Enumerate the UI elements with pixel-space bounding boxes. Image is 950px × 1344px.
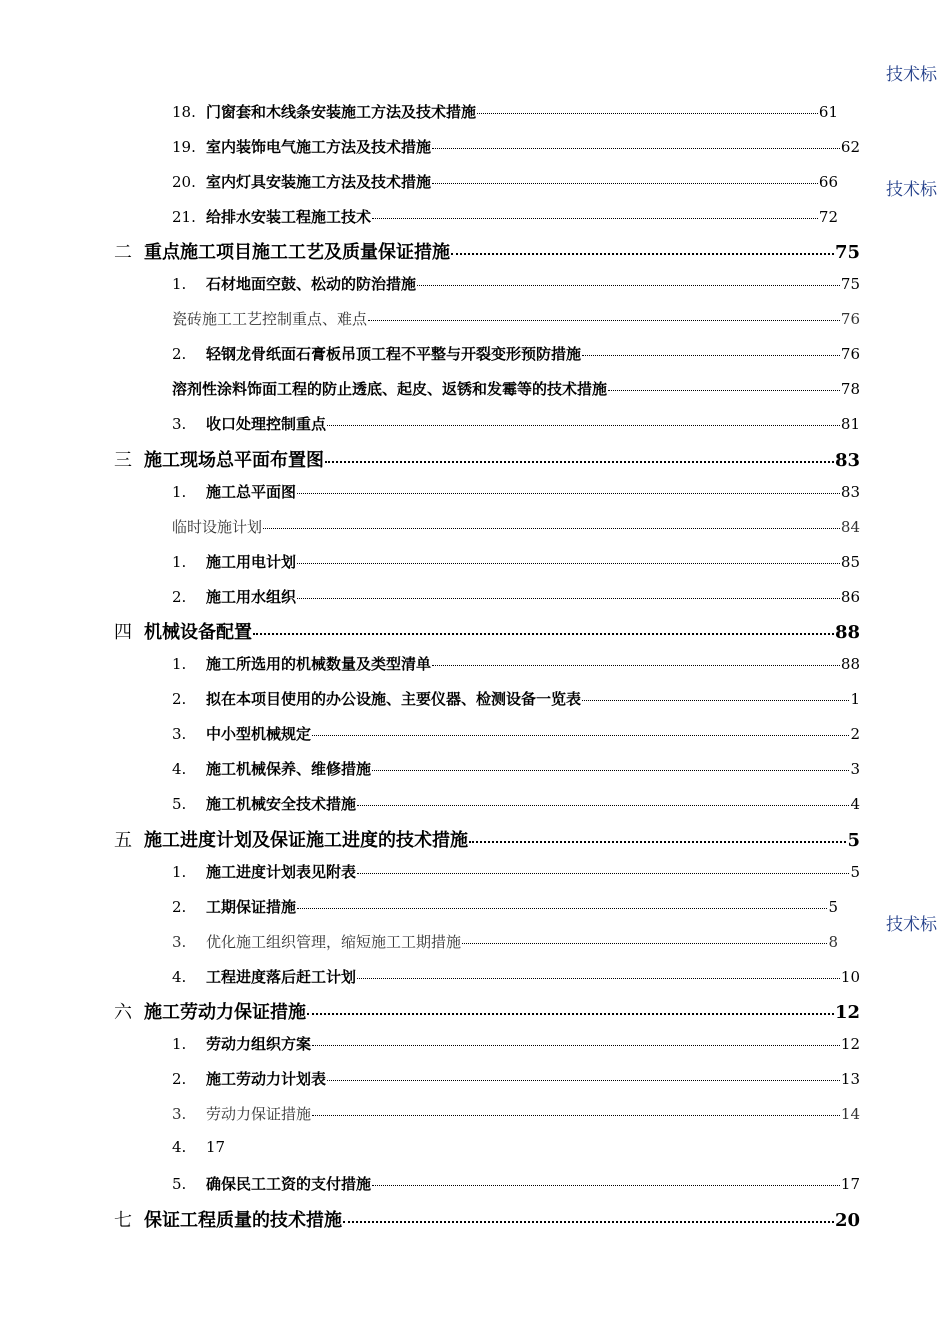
toc-entry-page: 1 (850, 690, 860, 708)
toc-chapter[interactable] (114, 238, 860, 264)
toc-entry-number: 2. (172, 588, 187, 606)
header-mark: 技术标 (886, 65, 937, 85)
toc-entry-number: 2. (172, 898, 187, 916)
toc-entry[interactable] (172, 1033, 860, 1059)
dot-leader (432, 665, 840, 666)
toc-entry-number: 4. (172, 968, 187, 986)
toc-entry[interactable] (172, 723, 860, 749)
toc-entry-number: 1. (172, 1035, 187, 1053)
toc-entry[interactable] (172, 861, 860, 887)
toc-entry-page: 3 (850, 760, 860, 778)
toc-entry-page: 5 (850, 863, 860, 881)
toc-entry[interactable] (172, 206, 838, 232)
toc-entry-title: 溶剂性涂料饰面工程的防止透底、起皮、返锈和发霉等的技术措施 (172, 380, 608, 398)
dot-leader (372, 770, 849, 771)
toc-entry-title: 施工用电计划 (206, 553, 297, 571)
dot-leader (432, 148, 840, 149)
toc-chapter-title: 机械设备配置 (144, 622, 252, 643)
dot-leader (451, 253, 834, 255)
toc-chapter[interactable] (114, 998, 860, 1024)
toc-entry-title: 施工所选用的机械数量及类型清单 (206, 655, 432, 673)
dot-leader (608, 390, 840, 391)
dot-leader (582, 700, 849, 701)
toc-entry[interactable] (172, 343, 860, 369)
dot-leader (432, 183, 818, 184)
toc-entry[interactable] (172, 516, 860, 542)
dot-leader (327, 1080, 840, 1081)
toc-entry[interactable] (172, 413, 860, 439)
dot-leader (582, 355, 840, 356)
toc-entry-number: 4. (172, 760, 187, 778)
toc-chapter-title: 施工劳动力保证措施 (144, 1002, 306, 1023)
toc-entry-number: 1. (172, 655, 187, 673)
toc-entry-title: 给排水安装工程施工技术 (206, 208, 372, 226)
dot-leader (372, 218, 818, 219)
toc-entry-page: 13 (840, 1070, 860, 1088)
toc-chapter-number: 三 (114, 450, 132, 471)
dot-leader (357, 873, 849, 874)
toc-entry-page: 12 (840, 1035, 860, 1053)
toc-entry-title: 施工机械安全技术措施 (206, 795, 357, 813)
dot-leader (253, 633, 834, 635)
toc-chapter-number: 六 (114, 1002, 132, 1023)
toc-entry[interactable] (172, 653, 860, 679)
toc-chapter-page: 12 (834, 1002, 860, 1023)
dot-leader (357, 805, 849, 806)
toc-entry[interactable] (172, 793, 860, 819)
toc-entry-number: 3. (172, 1105, 187, 1123)
toc-entry[interactable] (172, 896, 838, 922)
toc-chapter-page: 83 (834, 450, 860, 471)
toc-chapter-title: 施工现场总平面布置图 (144, 450, 324, 471)
toc-entry-number: 3. (172, 933, 187, 951)
toc-chapter-number: 五 (114, 830, 132, 851)
toc-entry[interactable] (172, 308, 860, 334)
toc-chapter-page: 75 (834, 242, 860, 263)
dot-leader (357, 978, 840, 979)
toc-chapter[interactable] (114, 446, 860, 472)
dot-leader (297, 493, 840, 494)
toc-chapter-page: 20 (834, 1210, 860, 1231)
toc-entry-page: 5 (828, 898, 838, 916)
toc-entry-title: 室内装饰电气施工方法及技术措施 (206, 138, 432, 156)
toc-entry-title: 施工进度计划表见附表 (206, 863, 357, 881)
toc-entry[interactable] (172, 966, 860, 992)
toc-chapter-number: 二 (114, 242, 132, 263)
toc-entry-number: 20. (172, 173, 196, 191)
toc-entry-number: 21. (172, 208, 196, 226)
toc-entry[interactable] (172, 171, 838, 197)
toc-entry-title: 室内灯具安装施工方法及技术措施 (206, 173, 432, 191)
dot-leader (343, 1221, 834, 1223)
toc-entry-page: 76 (840, 345, 860, 363)
toc-entry-title: 中小型机械规定 (206, 725, 312, 743)
dot-leader (297, 598, 840, 599)
header-mark: 技术标 (886, 915, 937, 935)
toc-entry-number: 2. (172, 345, 187, 363)
toc-chapter[interactable] (114, 1206, 860, 1232)
toc-entry-page: 10 (840, 968, 860, 986)
toc-entry-title: 施工机械保养、维修措施 (206, 760, 372, 778)
toc-entry-title: 工程进度落后赶工计划 (206, 968, 357, 986)
toc-entry-number: 4. (172, 1138, 187, 1156)
toc-entry-page: 85 (840, 553, 860, 571)
dot-leader (368, 320, 840, 321)
dot-leader (469, 841, 846, 843)
toc-entry-title: 劳动力保证措施 (206, 1105, 312, 1123)
toc-entry-title: 施工总平面图 (206, 483, 297, 501)
toc-entry-title: 收口处理控制重点 (206, 415, 327, 433)
toc-entry-number: 3. (172, 725, 187, 743)
toc-entry-title: 优化施工组织管理，缩短施工工期措施 (206, 933, 462, 951)
dot-leader (312, 1115, 840, 1116)
dot-leader (297, 563, 840, 564)
dot-leader (312, 1045, 840, 1046)
toc-entry-page: 61 (818, 103, 838, 121)
toc-entry-page: 2 (850, 725, 860, 743)
toc-entry[interactable] (172, 551, 860, 577)
toc-entry-title: 临时设施计划 (172, 518, 263, 536)
toc-entry-page: 66 (818, 173, 838, 191)
toc-entry-number: 2. (172, 1070, 187, 1088)
dot-leader (325, 461, 834, 463)
toc-entry-number: 19. (172, 138, 196, 156)
toc-entry-page: 17 (840, 1175, 860, 1193)
toc-entry-title: 瓷砖施工工艺控制重点、难点 (172, 310, 368, 328)
toc-chapter[interactable] (114, 618, 860, 644)
toc-entry[interactable] (172, 1173, 860, 1199)
dot-leader (462, 943, 827, 944)
toc-chapter-title: 保证工程质量的技术措施 (144, 1210, 342, 1231)
toc-entry-page: 75 (840, 275, 860, 293)
toc-entry-number: 5. (172, 795, 187, 813)
toc-chapter-title: 重点施工项目施工工艺及质量保证措施 (144, 242, 450, 263)
toc-entry-number: 5. (172, 1175, 187, 1193)
toc-entry-page: 62 (840, 138, 860, 156)
dot-leader (327, 425, 840, 426)
toc-entry[interactable] (172, 586, 860, 612)
toc-entry[interactable] (172, 758, 860, 784)
toc-entry-number: 1. (172, 553, 187, 571)
toc-entry-page: 78 (840, 380, 860, 398)
toc-entry-number: 1. (172, 483, 187, 501)
toc-chapter[interactable] (114, 826, 860, 852)
toc-entry-number: 1. (172, 275, 187, 293)
dot-leader (312, 735, 849, 736)
toc-entry-title: 确保民工工资的支付措施 (206, 1175, 372, 1193)
toc-entry-page: 88 (840, 655, 860, 673)
toc-entry-number: 2. (172, 690, 187, 708)
toc-entry-page: 86 (840, 588, 860, 606)
dot-leader (477, 113, 818, 114)
toc-chapter-page: 5 (847, 830, 860, 851)
toc-entry-page: 83 (840, 483, 860, 501)
toc-chapter-page: 88 (834, 622, 860, 643)
toc-entry-number: 1. (172, 863, 187, 881)
toc-entry-page: 4 (850, 795, 860, 813)
toc-entry-page: 84 (840, 518, 860, 536)
toc-entry[interactable] (172, 1068, 860, 1094)
toc-entry-page: 8 (828, 933, 838, 951)
dot-leader (372, 1185, 840, 1186)
dot-leader (417, 285, 840, 286)
toc-chapter-title: 施工进度计划及保证施工进度的技术措施 (144, 830, 468, 851)
toc-entry[interactable] (172, 1138, 292, 1164)
toc-entry-page: 14 (840, 1105, 860, 1123)
toc-entry[interactable] (172, 378, 860, 404)
toc-entry[interactable] (172, 273, 860, 299)
toc-entry-page: 17 (206, 1138, 226, 1156)
toc-entry[interactable] (172, 481, 860, 507)
toc-entry-title: 工期保证措施 (206, 898, 297, 916)
toc-chapter-number: 四 (114, 622, 132, 643)
toc-entry-page: 81 (840, 415, 860, 433)
toc-chapter-number: 七 (114, 1210, 132, 1231)
toc-entry-number: 3. (172, 415, 187, 433)
toc-entry[interactable] (172, 688, 860, 714)
toc-entry[interactable] (172, 1103, 860, 1129)
toc-entry-title: 石材地面空鼓、松动的防治措施 (206, 275, 417, 293)
dot-leader (297, 908, 827, 909)
toc-entry-title: 施工劳动力计划表 (206, 1070, 327, 1088)
toc-entry-page: 72 (818, 208, 838, 226)
toc-entry-title: 门窗套和木线条安装施工方法及技术措施 (206, 103, 477, 121)
toc-entry-title: 劳动力组织方案 (206, 1035, 312, 1053)
toc-entry-page: 76 (840, 310, 860, 328)
toc-entry-title: 拟在本项目使用的办公设施、主要仪器、检测设备一览表 (206, 690, 582, 708)
toc-entry[interactable] (172, 136, 860, 162)
toc-entry[interactable] (172, 101, 838, 127)
dot-leader (263, 528, 840, 529)
toc-entry-title: 轻钢龙骨纸面石膏板吊顶工程不平整与开裂变形预防措施 (206, 345, 582, 363)
toc-entry[interactable] (172, 931, 838, 957)
dot-leader (307, 1013, 834, 1015)
toc-entry-number: 18. (172, 103, 196, 121)
header-mark: 技术标 (886, 180, 937, 200)
toc-entry-title: 施工用水组织 (206, 588, 297, 606)
